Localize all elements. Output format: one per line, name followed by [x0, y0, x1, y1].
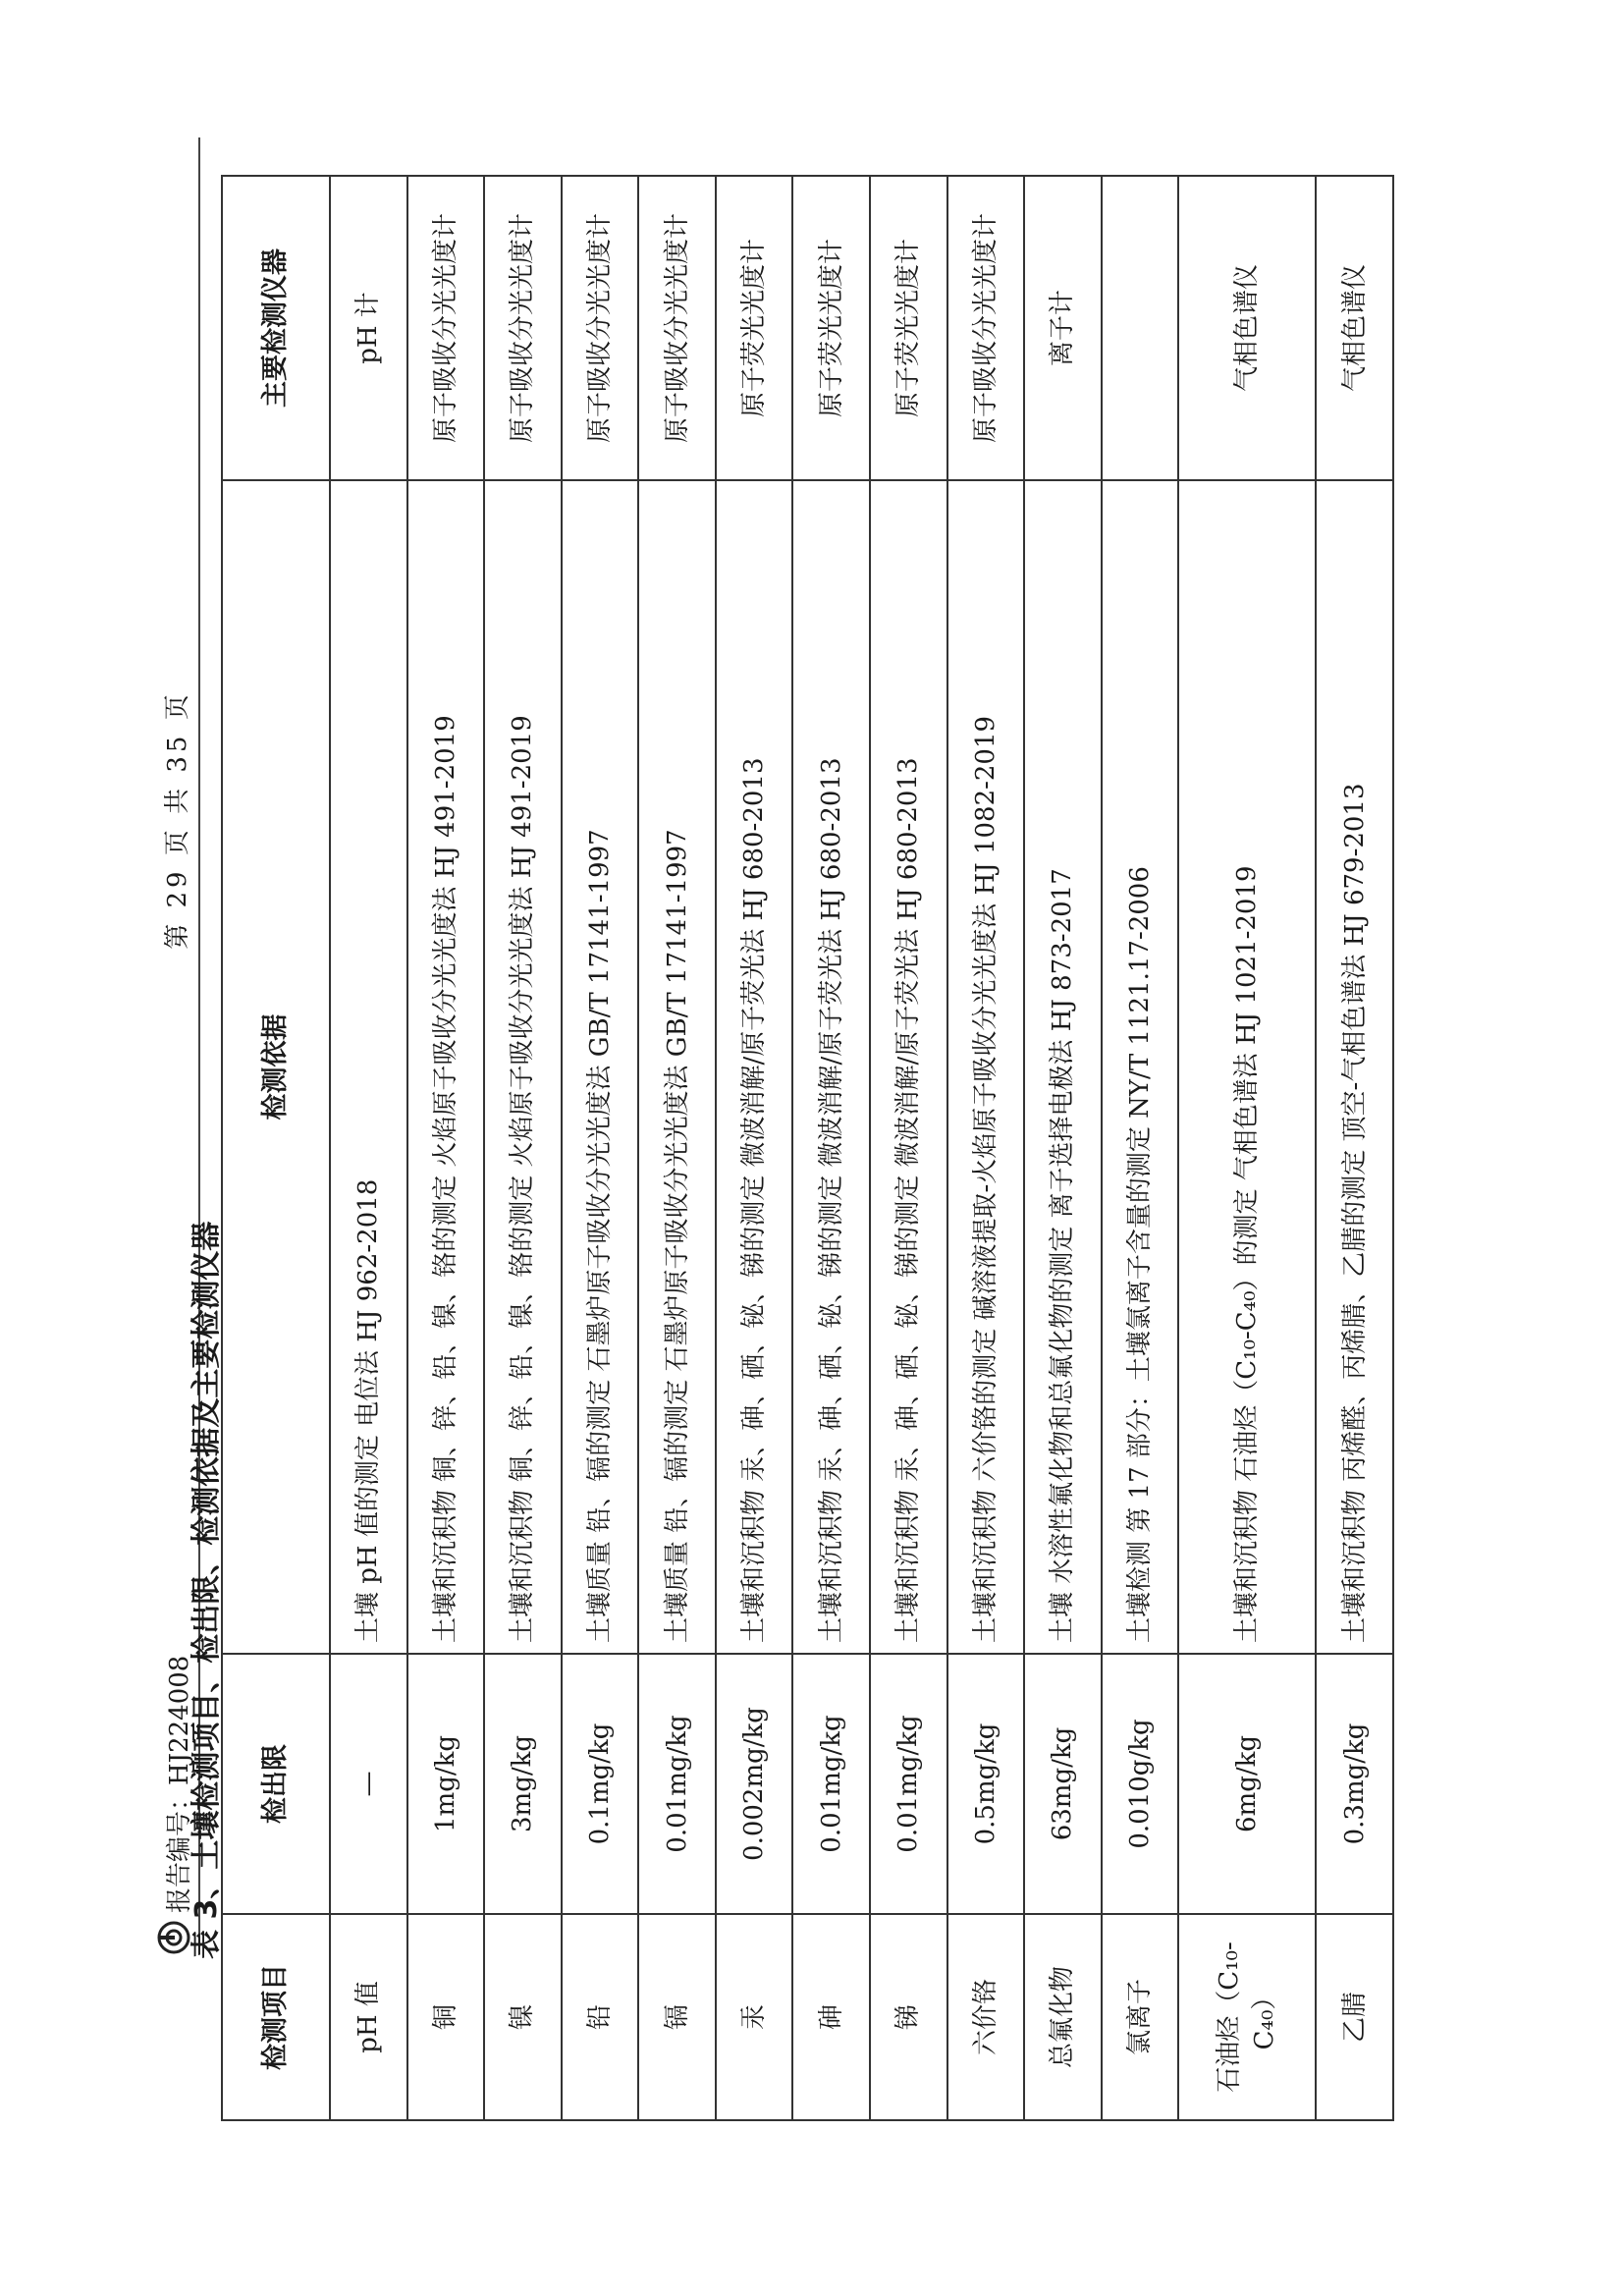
column-header-limit: 检出限 — [222, 1654, 330, 1914]
cell-limit: 0.1mg/kg — [562, 1654, 639, 1914]
cell-basis: 土壤质量 铅、镉的测定 石墨炉原子吸收分光光度法 GB/T 17141-1997 — [638, 480, 716, 1654]
cell-instrument: 气相色谱仪 — [1316, 176, 1393, 480]
cell-limit: 0.002mg/kg — [716, 1654, 793, 1914]
report-number: 报告编号：HJ224008 — [165, 1655, 194, 1913]
cell-basis: 土壤和沉积物 石油烃（C₁₀-C₄₀）的测定 气相色谱法 HJ 1021-2019 — [1178, 480, 1316, 1654]
cell-instrument: 原子荧光光度计 — [792, 176, 870, 480]
cell-item: 砷 — [792, 1914, 870, 2120]
cell-item: 锑 — [870, 1914, 947, 2120]
cell-limit: 3mg/kg — [484, 1654, 562, 1914]
cell-limit: 0.01mg/kg — [638, 1654, 716, 1914]
cell-item: 汞 — [716, 1914, 793, 2120]
table-row — [1102, 176, 1179, 2120]
detection-table-wrapper — [221, 177, 1394, 2121]
cell-basis: 土壤和沉积物 丙烯醛、丙烯腈、乙腈的测定 顶空-气相色谱法 HJ 679-2013 — [1316, 480, 1393, 1654]
cell-instrument: 离子计 — [1024, 176, 1102, 480]
cell-limit: — — [330, 1654, 407, 1914]
table-row — [947, 176, 1025, 2120]
column-header-instrument: 主要检测仪器 — [222, 176, 330, 480]
cell-limit: 0.01mg/kg — [792, 1654, 870, 1914]
cell-instrument: 原子吸收分光光度计 — [562, 176, 639, 480]
column-header-basis: 检测依据 — [222, 480, 330, 1654]
cell-item: 乙腈 — [1316, 1914, 1393, 2120]
cell-instrument: 原子吸收分光光度计 — [638, 176, 716, 480]
cell-limit: 0.010g/kg — [1102, 1654, 1179, 1914]
cell-item: 六价铬 — [947, 1914, 1025, 2120]
cell-instrument: 原子吸收分光光度计 — [407, 176, 485, 480]
cell-item: 氯离子 — [1102, 1914, 1179, 2120]
cell-limit: 0.01mg/kg — [870, 1654, 947, 1914]
cell-limit: 6mg/kg — [1178, 1654, 1316, 1914]
cell-basis: 土壤质量 铅、镉的测定 石墨炉原子吸收分光光度法 GB/T 17141-1997 — [562, 480, 639, 1654]
table-row — [792, 176, 870, 2120]
cell-instrument: 原子吸收分光光度计 — [947, 176, 1025, 480]
cell-basis: 土壤 pH 值的测定 电位法 HJ 962-2018 — [330, 480, 407, 1654]
cell-limit: 63mg/kg — [1024, 1654, 1102, 1914]
cell-item: 石油烃（C₁₀-C₄₀） — [1178, 1914, 1316, 2120]
table-row — [1178, 176, 1316, 2120]
cell-instrument: 原子荧光光度计 — [716, 176, 793, 480]
table-row — [562, 176, 639, 2120]
cell-basis: 土壤和沉积物 汞、砷、硒、铋、锑的测定 微波消解/原子荧光法 HJ 680-2013 — [716, 480, 793, 1654]
detection-table — [221, 175, 1394, 2121]
cell-basis: 土壤 水溶性氟化物和总氟化物的测定 离子选择电极法 HJ 873-2017 — [1024, 480, 1102, 1654]
column-header-item: 检测项目 — [222, 1914, 330, 2120]
cell-instrument: pH 计 — [330, 176, 407, 480]
table-row — [484, 176, 562, 2120]
cell-basis: 土壤检测 第 17 部分：土壤氯离子含量的测定 NY/T 1121.17-2006 — [1102, 480, 1179, 1654]
table-title: 表 3、土壤检测项目、检出限、检测依据及主要检测仪器 — [189, 1221, 224, 1959]
cell-item: 铅 — [562, 1914, 639, 2120]
cell-item: 镉 — [638, 1914, 716, 2120]
table-body — [330, 176, 1393, 2120]
table-row — [716, 176, 793, 2120]
cell-instrument: 原子吸收分光光度计 — [484, 176, 562, 480]
table-header-row — [222, 176, 330, 2120]
cell-basis: 土壤和沉积物 汞、砷、硒、铋、锑的测定 微波消解/原子荧光法 HJ 680-2013 — [870, 480, 947, 1654]
cell-basis: 土壤和沉积物 六价铬的测定 碱溶液提取-火焰原子吸收分光光度法 HJ 1082-2019 — [947, 480, 1025, 1654]
cell-limit: 0.3mg/kg — [1316, 1654, 1393, 1914]
table-row — [638, 176, 716, 2120]
table-row — [330, 176, 407, 2120]
cell-item: 总氟化物 — [1024, 1914, 1102, 2120]
cell-basis: 土壤和沉积物 铜、锌、铅、镍、铬的测定 火焰原子吸收分光光度法 HJ 491-2019 — [407, 480, 485, 1654]
cell-instrument — [1102, 176, 1179, 480]
page-number: 第 29 页 共 35 页 — [163, 690, 192, 950]
cell-item: 铜 — [407, 1914, 485, 2120]
cell-item: 镍 — [484, 1914, 562, 2120]
table-row — [870, 176, 947, 2120]
cell-item: pH 值 — [330, 1914, 407, 2120]
cell-basis: 土壤和沉积物 铜、锌、铅、镍、铬的测定 火焰原子吸收分光光度法 HJ 491-2019 — [484, 480, 562, 1654]
table-row — [1316, 176, 1393, 2120]
cell-instrument: 气相色谱仪 — [1178, 176, 1316, 480]
cell-instrument: 原子荧光光度计 — [870, 176, 947, 480]
cell-limit: 1mg/kg — [407, 1654, 485, 1914]
cell-limit: 0.5mg/kg — [947, 1654, 1025, 1914]
table-row — [1024, 176, 1102, 2120]
cell-basis: 土壤和沉积物 汞、砷、硒、铋、锑的测定 微波消解/原子荧光法 HJ 680-2013 — [792, 480, 870, 1654]
table-row — [407, 176, 485, 2120]
